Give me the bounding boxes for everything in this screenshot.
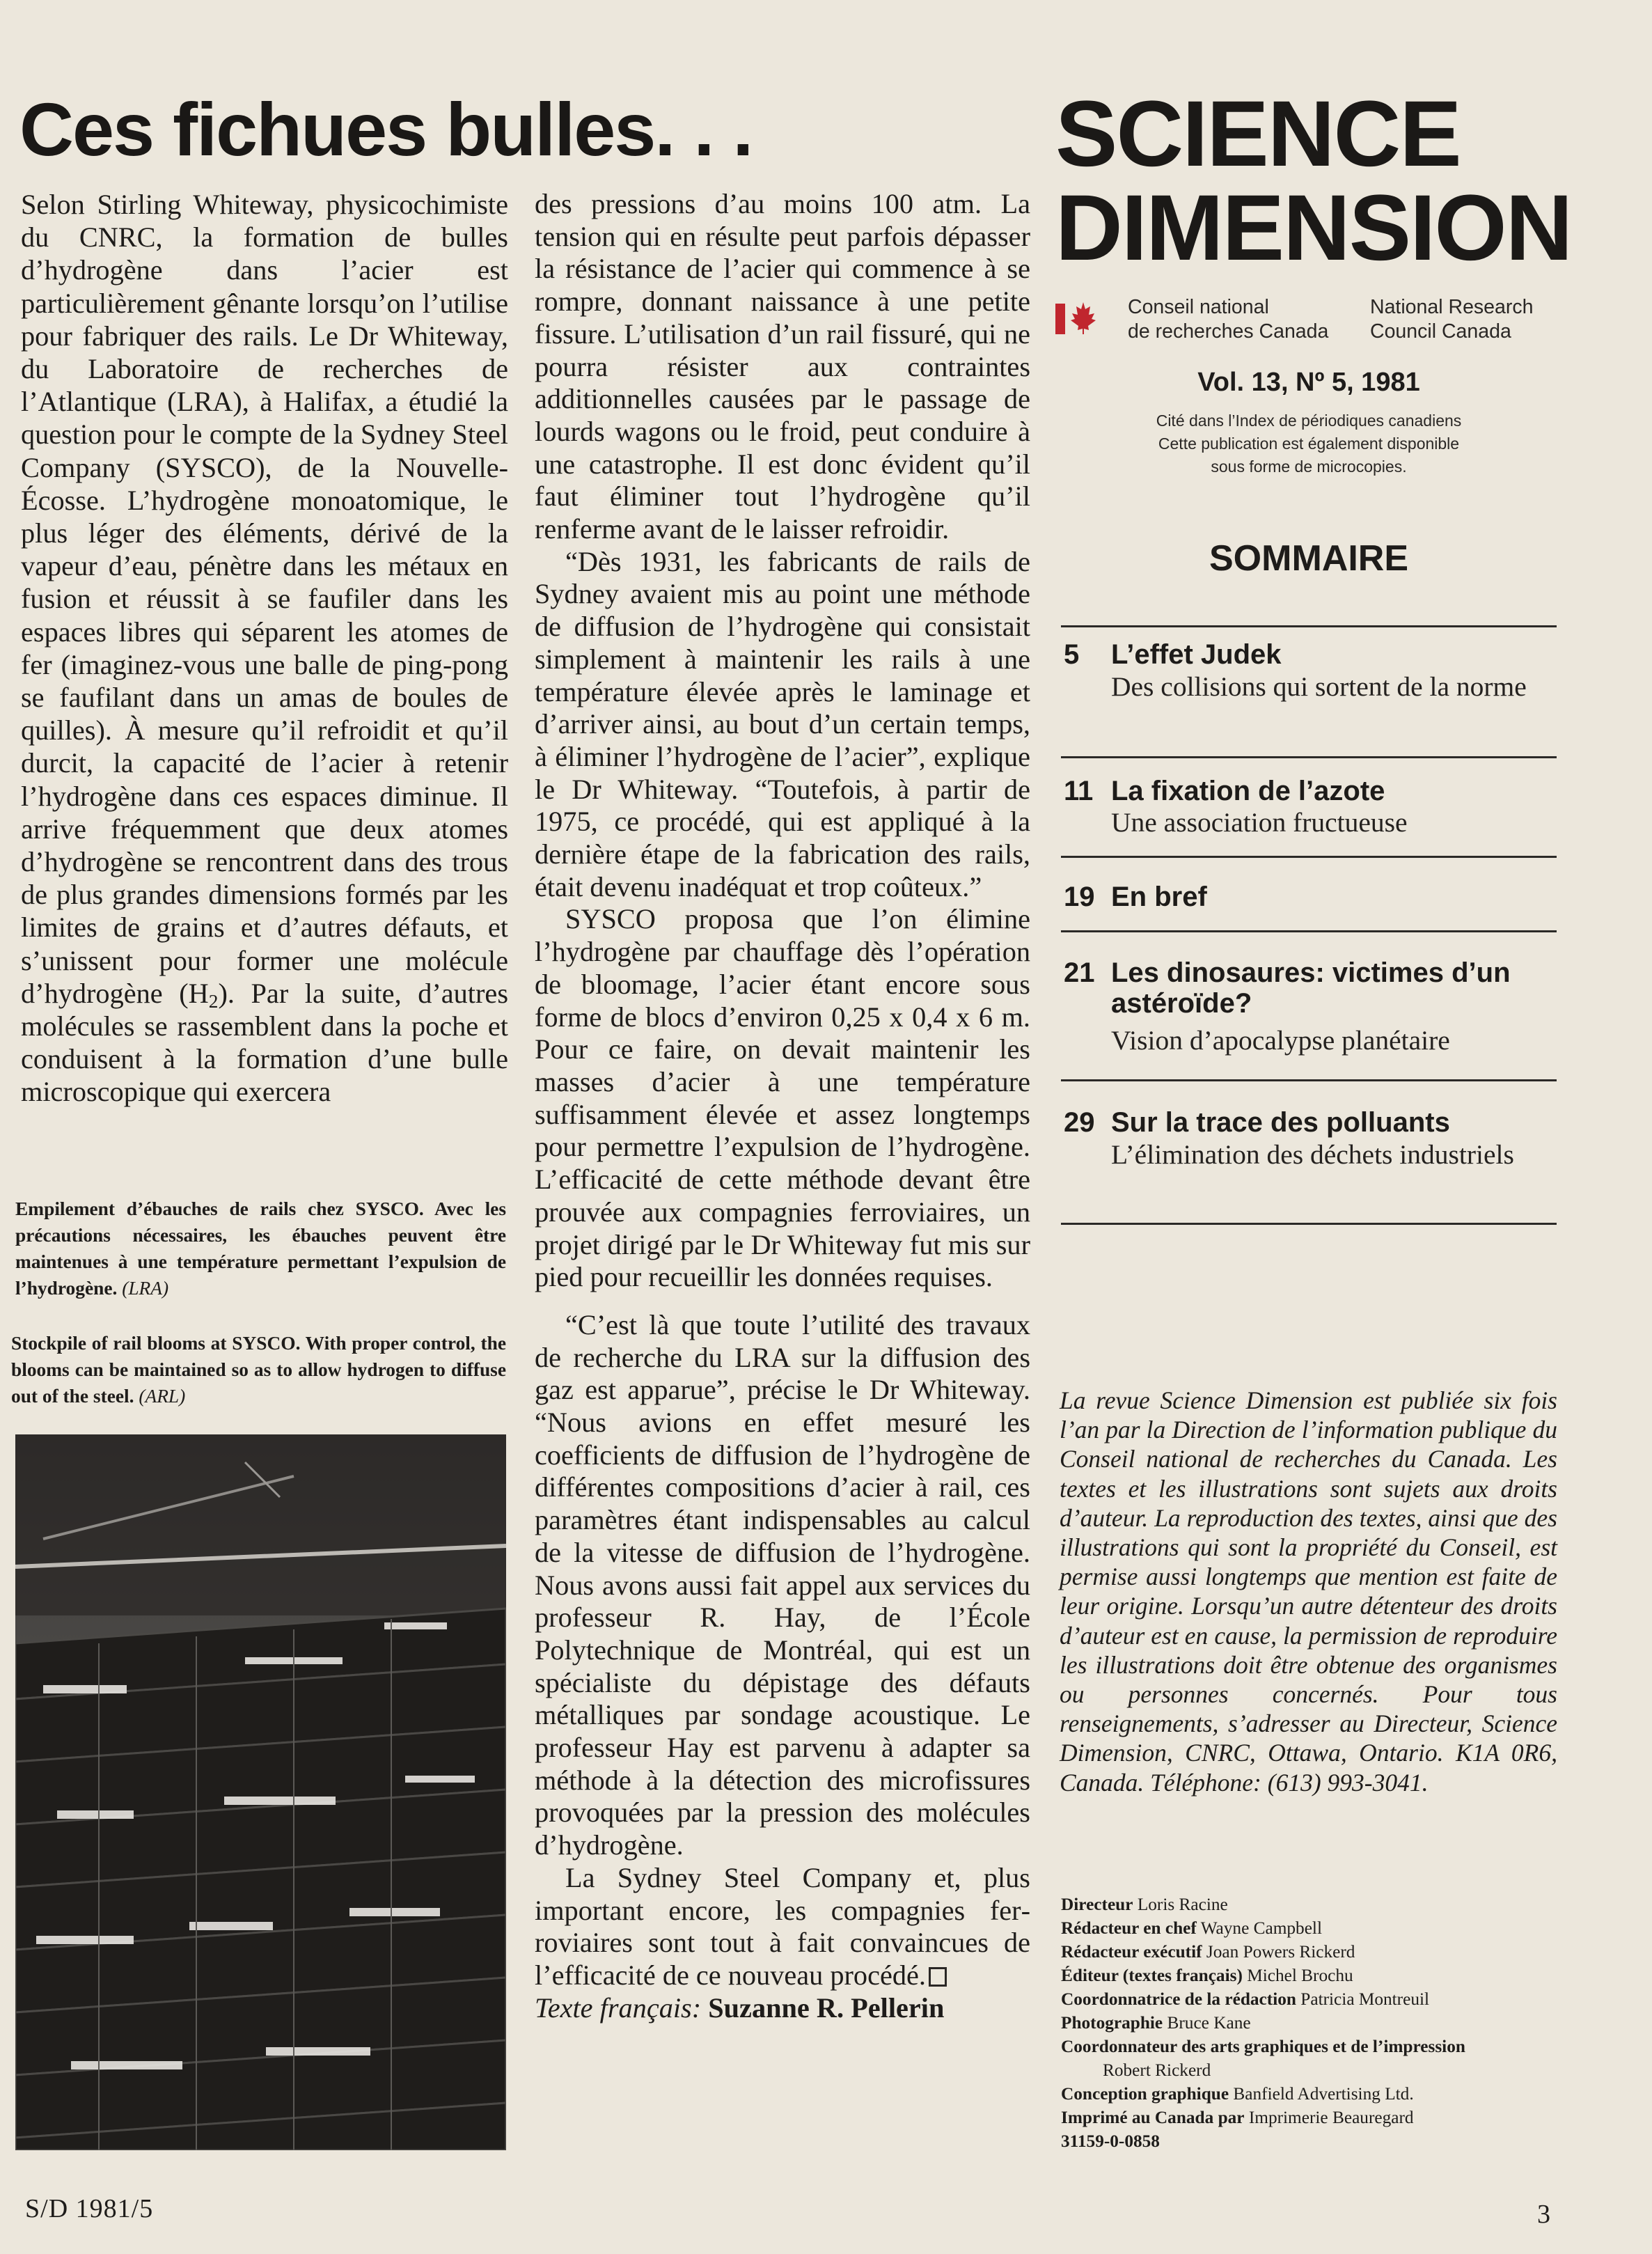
nrc-name-english: National Research Council Canada bbox=[1370, 296, 1534, 343]
divider bbox=[1061, 756, 1557, 758]
staff-line: Éditeur (textes français) Michel Brochu bbox=[1061, 1966, 1353, 1985]
toc-item-title[interactable]: En bref bbox=[1111, 882, 1207, 912]
divider bbox=[1061, 930, 1557, 932]
article-paragraph: La Sydney Steel Company et, plus important encore, les compagnies ferroviaires sont tout à fait convaincues de l’efficacité de ce nouveau procédé. bbox=[535, 1861, 1030, 1991]
article-paragraph: “Dès 1931, les fabricants de rails de Sydney avaient mis au point une méthode de diffusion de l’hydrogène qui consistait simplement à maintenir les rails à une température élevée après le laminage et d’arriver ainsi, au bout d’un certain temps, à éliminer l’hydrogène de l’acier”, explique le Dr Whiteway. “Toutefois, à partir de 1975, ce procédé, qui est appliqué à la dernière étape de la fabrication des rails, était devenu inadéquat et trop coûteux.” bbox=[535, 545, 1030, 902]
article-paragraph: SYSCO proposa que l’on élimine l’hydrogène par chauffage dès l’opération de bloomage, l’acier étant encore sous forme de blocs d’environ 0,25 x 0,4 x 6 m. Pour ce faire, on devait maintenir les masses d’acier à une température suffisamment élevée et assez longtemps pour permettre l’expulsion de l’hydrogène. L’efficacité de cette méthode devant être prouvée aux compagnies ferroviaires, un projet dirigé par le Dr Whiteway fut mis sur pied pour recueillir les données requises. bbox=[535, 903, 1030, 1293]
staff-credits bbox=[1061, 1893, 1562, 2153]
staff-line: Rédacteur exécutif Joan Powers Rickerd bbox=[1061, 1942, 1355, 1962]
toc-item-subtitle: Une association fructueuse bbox=[1111, 807, 1408, 838]
toc-item-subtitle: Vision d’apocalypse planétaire bbox=[1111, 1025, 1450, 1056]
toc-page-number[interactable]: 11 bbox=[1064, 776, 1094, 806]
canada-flag-icon bbox=[1055, 299, 1096, 336]
toc-page-number[interactable]: 19 bbox=[1064, 882, 1095, 912]
divider bbox=[1061, 856, 1557, 858]
staff-line: Photographie Bruce Kane bbox=[1061, 2013, 1251, 2033]
toc-item-title[interactable]: La fixation de l’azote bbox=[1111, 776, 1385, 806]
masthead-title: SCIENCE DIMENSION bbox=[1055, 82, 1572, 280]
photo-caption-english: Stockpile of rail blooms at SYSCO. With proper control, the blooms can be maintained so as to allow hydrogen to diffuse out of the steel. (ARL) bbox=[11, 1333, 506, 1407]
staff-line: Directeur Loris Racine bbox=[1061, 1895, 1228, 1914]
toc-page-number[interactable]: 29 bbox=[1064, 1107, 1095, 1138]
staff-line: Imprimé au Canada par Imprimerie Beauregard bbox=[1061, 2108, 1414, 2127]
staff-line: Coordonnatrice de la rédaction Patricia Montreuil bbox=[1061, 1989, 1430, 2009]
issn-number: 31159-0-0858 bbox=[1061, 2131, 1160, 2151]
summary-heading: SOMMAIRE bbox=[1209, 538, 1408, 579]
article-paragraph: des pressions d’au moins 100 atm. La tension qui en résulte peut parfois dépasser la résistance de l’acier qui commence à se rompre, donnant naissance à une petite fissure. L’utilisation d’un rail fissuré, qui ne pourra résister aux contraintes additionnelles causées par le passage de lourds wagons ou le froid, peut conduire à une catastrophe. Il est donc évident qu’il faut éliminer tout l’hydrogène qu’il renferme avant de le laisser refroidir. bbox=[535, 188, 1030, 545]
page-number: 3 bbox=[1537, 2200, 1550, 2229]
staff-line: Coordonnateur des arts graphiques et de l’impression bbox=[1061, 2037, 1465, 2056]
staff-line: Robert Rickerd bbox=[1103, 2060, 1211, 2080]
colophon-text: La revue Science Dimension est publiée six fois l’an par la Direction de l’information publique du Conseil national de recherches du Canada. Les textes et les illustrations sont sujets aux droits d’auteur. La reproduction des textes, ainsi que des illustrations qui sont la propriété du Conseil, est permise aussi longtemps que mention est faite de leur origine. Lorsqu’un autre détenteur des droits d’auteur est en cause, la permission de reproduire les illustrations doit être obtenue des organismes ou personnes concernés. Pour tous renseignements, s’adresser au Directeur, Science Dimension, CNRC, Ottawa, Ontario. K1A 0R6, Canada. Téléphone: (613) 993-3041. bbox=[1060, 1386, 1557, 1797]
divider bbox=[1061, 625, 1557, 627]
toc-page-number[interactable]: 5 bbox=[1064, 639, 1080, 670]
toc-item-title[interactable]: Les dinosaures: victimes d’un astéroïde? bbox=[1111, 957, 1511, 1019]
rail-blooms-photo bbox=[15, 1434, 506, 2150]
staff-line: Rédacteur en chef Wayne Campbell bbox=[1061, 1918, 1322, 1938]
nrc-name-french: Conseil national de recherches Canada bbox=[1128, 296, 1329, 343]
article-paragraph: Selon Stirling Whiteway, physicochimiste du CNRC, la formation de bulles d’hydrogène dans l’acier est particulièrement gênante lorsqu’on l’utilise pour fabriquer des rails. Le Dr Whiteway, du Laboratoire de recherches de l’Atlantique (LRA), à Halifax, a étudié la question pour le compte de la Sydney Steel Company (SYSCO), de la Nouvelle-Écosse. L’hydrogène monoatomique, le plus léger des éléments, dérivé de la vapeur d’eau, pénètre dans les métaux en fusion et réussit à se faufiler dans les espaces libres qui séparent les atomes de fer (imaginez-vous une balle de ping-pong se faufilant dans un amas de boules de quilles). À mesure qu’il refroidit et qu’il durcit, la capacité de l’acier à retenir l’hydrogène dans ces espaces diminue. Il arrive fréquemment que deux atomes d’hydrogène se rencontrent dans des trous de plus grandes dimensions formés par les limites de grains et d’autres défauts, et s’unissent pour former une molécule d’hydrogène (H2). Par la suite, d’autres molécules se rassemblent dans la poche et conduisent à la formation d’une bulle microscopique qui exercera bbox=[21, 189, 508, 1108]
staff-line: Conception graphique Banfield Advertising Ltd. bbox=[1061, 2084, 1414, 2104]
toc-item-title[interactable]: L’effet Judek bbox=[1111, 639, 1282, 670]
divider bbox=[1061, 1223, 1557, 1225]
toc-item-title[interactable]: Sur la trace des polluants bbox=[1111, 1107, 1450, 1138]
translator-byline: Texte français: Suzanne R. Pellerin bbox=[535, 1991, 945, 2024]
footer-issue-label: S/D 1981/5 bbox=[25, 2194, 154, 2223]
index-note: Cité dans l’Index de périodiques canadiens Cette publication est également disponible sous forme de microcopies. bbox=[1156, 412, 1462, 476]
photo-caption-french: Empilement d’ébauches de rails chez SYSCO. Avec les précautions nécessaires, les ébauches peuvent être maintenues à une température permettant l’expulsion de l’hydrogène. (LRA) bbox=[15, 1198, 506, 1299]
toc-page-number[interactable]: 21 bbox=[1064, 957, 1095, 988]
article-headline: Ces fichues bulles. . . bbox=[19, 87, 753, 171]
toc-item-subtitle: Des collisions qui sortent de la norme bbox=[1111, 671, 1527, 702]
toc-item-subtitle: L’élimination des déchets industriels bbox=[1111, 1139, 1514, 1170]
article-paragraph: “C’est là que toute l’utilité des travaux de recherche du LRA sur la diffusion des gaz est apparue”, précise le Dr Whiteway. “Nous avions en effet mesuré les coefficients de diffusion de l’hydrogène de différentes compositions d’acier à rail, ces paramètres étant indispensables au calcul de la vitesse de diffusion de l’hydrogène. Nous avons aussi fait appel aux services du professeur R. Hay, de l’École Polytechnique de Montréal, qui est un spécialiste du dépistage des défauts métalliques par sondage acoustique. Le professeur Hay est parvenu à adapter sa méthode à la détection des microfissures provoquées par la pression des molécules d’hydrogène. bbox=[535, 1308, 1030, 1861]
article-column-2 bbox=[535, 188, 1030, 2024]
end-mark-box-icon bbox=[929, 1967, 947, 1987]
article-column-1 bbox=[21, 188, 508, 1109]
volume-info: Vol. 13, Nº 5, 1981 bbox=[1197, 368, 1420, 397]
divider bbox=[1061, 1079, 1557, 1081]
